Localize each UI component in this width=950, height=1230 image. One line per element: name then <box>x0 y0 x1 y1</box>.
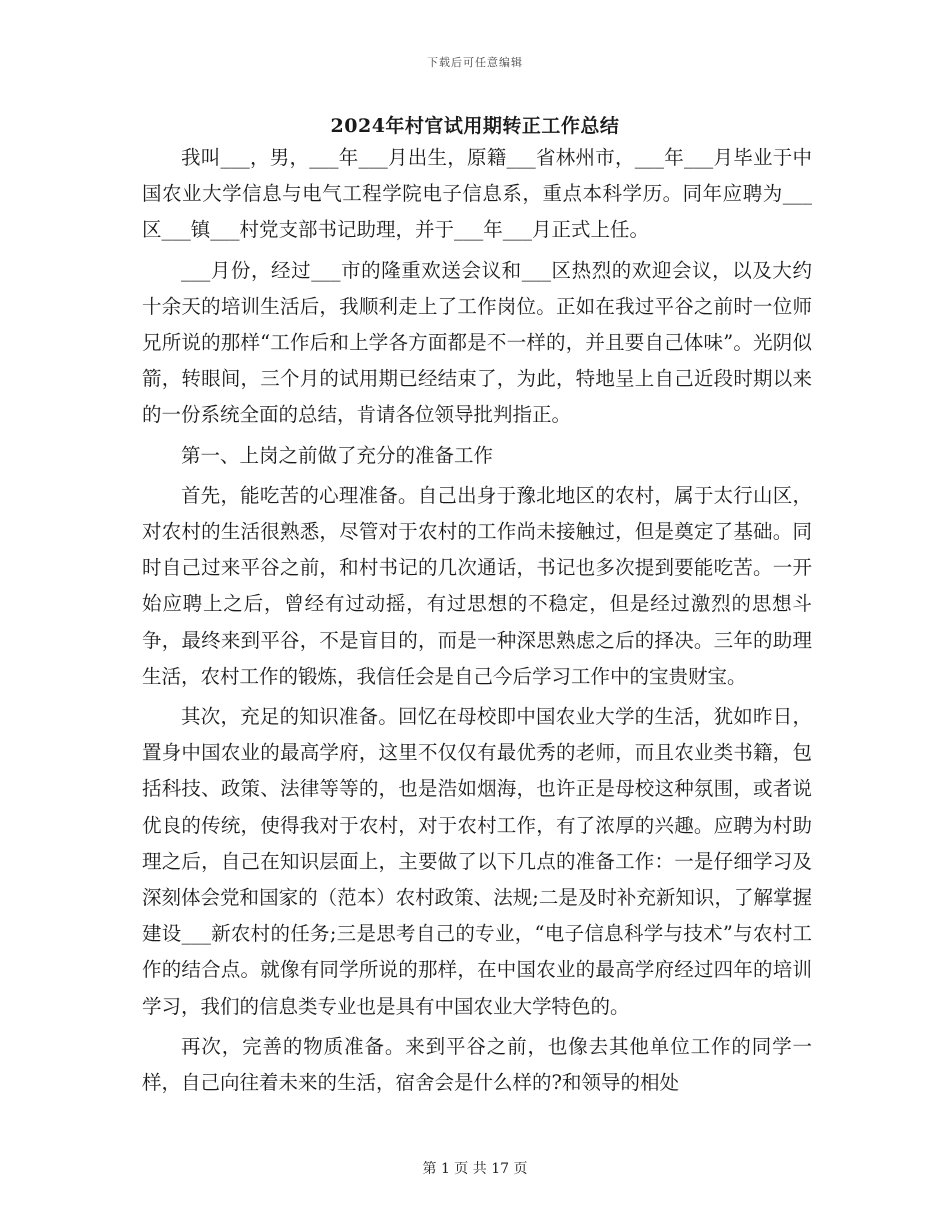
document-body <box>142 140 812 1105</box>
section-heading-preparation: 第一、上岗之前做了充分的准备工作 <box>181 443 494 467</box>
page-number: 第 1 页 共 17 页 <box>422 1161 528 1177</box>
header-note: 下载后可任意编辑 <box>427 56 523 69</box>
document-title: 2024年村官试用期转正工作总结 <box>330 115 620 137</box>
paragraph-intro: 我叫___，男，___年___月出生，原籍___省林州市，___年___月毕业于中国农业大学信息与电气工程学院电子信息系，重点本科学历。同年应聘为___区___镇___村党支部书记助理，并于___年___月正式上任。 <box>142 146 812 242</box>
paragraph-knowledge-preparation: 其次，充足的知识准备。回忆在母校即中国农业大学的生活，犹如昨日，置身中国农业的最高学府，这里不仅仅有最优秀的老师，而且农业类书籍，包括科技、政策、法律等等的，也是浩如烟海，也许正是母校这种氛围，或者说优良的传统，使得我对于农村，对于农村工作，有了浓厚的兴趣。应聘为村助理之后，自己在知识层面上，主要做了以下几点的准备工作：一是仔细学习及深刻体会党和国家的（范本）农村政策、法规;二是及时补充新知识，了解掌握建设___新农村的任务;三是思考自己的专业，“电子信息科学与技术”与农村工作的结合点。就像有同学所说的那样，在中国农业的最高学府经过四年的培训学习，我们的信息类专业也是具有中国农业大学特色的。 <box>142 705 812 1018</box>
paragraph-arrival: ___月份，经过___市的隆重欢送会议和___区热烈的欢迎会议，以及大约十余天的培训生活后，我顺利走上了工作岗位。正如在我过平谷之前时一位师兄所说的那样“工作后和上学各方面都是不一样的，并且要自己体味”。光阴似箭，转眼间，三个月的试用期已经结束了，为此，特地呈上自己近段时期以来的一份系统全面的总结，肯请各位领导批判指正。 <box>142 258 812 427</box>
paragraph-mental-preparation: 首先，能吃苦的心理准备。自己出身于豫北地区的农村，属于太行山区，对农村的生活很熟悉，尽管对于农村的工作尚未接触过，但是奠定了基础。同时自己过来平谷之前，和村书记的几次通话，书记也多次提到要能吃苦。一开始应聘上之后，曾经有过动摇，有过思想的不稳定，但是经过激烈的思想斗争，最终来到平谷，不是盲目的，而是一种深思熟虑之后的择决。三年的助理生活，农村工作的锻炼，我信任会是自己今后学习工作中的宝贵财宝。 <box>142 483 812 688</box>
paragraph-material-preparation: 再次，完善的物质准备。来到平谷之前，也像去其他单位工作的同学一样，自己向往着未来的生活，宿舍会是什么样的?和领导的相处 <box>142 1034 812 1095</box>
